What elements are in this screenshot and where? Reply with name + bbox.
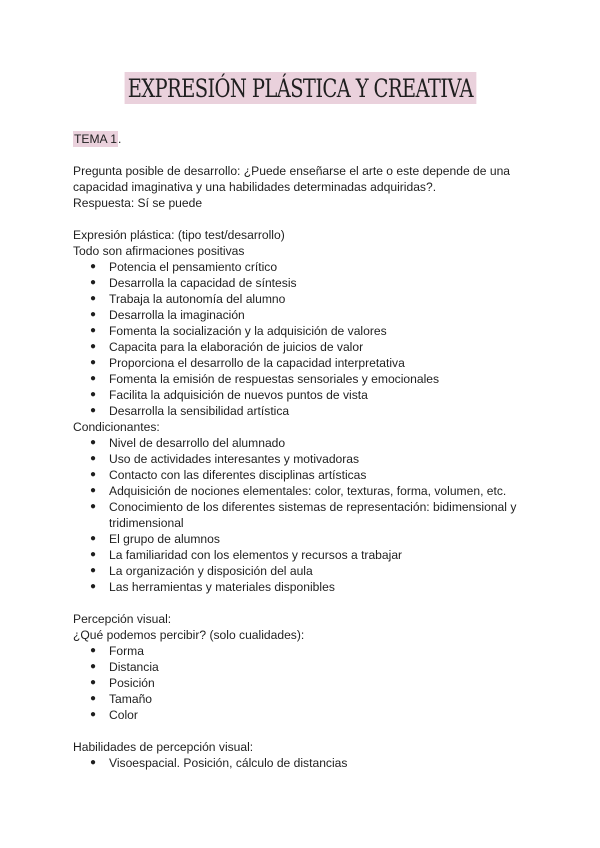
bullet-icon: ● — [90, 373, 97, 384]
list-item — [73, 275, 533, 291]
list-item-text: Desarrolla la capacidad de síntesis — [109, 276, 297, 290]
list-item-text: Capacita para la elaboración de juicios de valor — [109, 340, 364, 354]
list-item-text: Visoespacial. Posición, cálculo de distancias — [109, 756, 348, 770]
bullet-icon: ● — [90, 533, 97, 544]
cualidades-list — [73, 643, 533, 723]
list-item — [73, 579, 533, 595]
condicionantes-list — [73, 435, 533, 595]
list-item — [73, 531, 533, 547]
spacer — [73, 595, 533, 611]
list-item-text: La organización y disposición del aula — [109, 564, 313, 578]
list-item-text: Fomenta la emisión de respuestas sensoriales y emocionales — [109, 372, 440, 386]
list-item-text: Desarrolla la imaginación — [109, 308, 245, 322]
list-item-text: Proporciona el desarrollo de la capacidad interpretativa — [109, 356, 405, 370]
bullet-icon: ● — [90, 325, 97, 336]
pregunta-line-2: capacidad imaginativa y una habilidades determinadas adquiridas?. — [73, 180, 437, 194]
bullet-icon: ● — [90, 277, 97, 288]
list-item-text: Facilita la adquisición de nuevos puntos de vista — [109, 388, 368, 402]
list-item — [73, 355, 533, 371]
bullet-icon: ● — [90, 757, 97, 768]
condicionantes-heading: Condicionantes: — [73, 420, 160, 434]
title-container — [0, 72, 600, 104]
bullet-icon: ● — [90, 485, 97, 496]
list-item — [73, 483, 533, 499]
list-item — [73, 643, 533, 659]
respuesta-line: Respuesta: Sí se puede — [73, 196, 203, 210]
document-body — [73, 131, 533, 771]
list-item — [73, 403, 533, 419]
list-item — [73, 467, 533, 483]
list-item — [73, 499, 533, 531]
list-item — [73, 547, 533, 563]
list-item-text: Forma — [109, 644, 144, 658]
bullet-icon: ● — [90, 453, 97, 464]
tema-line — [73, 131, 533, 147]
habilidades-heading: Habilidades de percepción visual: — [73, 740, 254, 754]
list-item-text: Desarrolla la sensibilidad artística — [109, 404, 290, 418]
list-item-text-continuation: tridimensional — [109, 516, 184, 530]
list-item-text: Nivel de desarrollo del alumnado — [109, 436, 286, 450]
list-item — [73, 755, 533, 771]
expresion-heading: Expresión plástica: (tipo test/desarrollo) — [73, 228, 285, 242]
list-item-text: La familiaridad con los elementos y recursos a trabajar — [109, 548, 403, 562]
bullet-icon: ● — [90, 293, 97, 304]
tema-label: TEMA 1 — [74, 132, 118, 146]
list-item-text: Conocimiento de los diferentes sistemas de representación: bidimensional y — [109, 500, 517, 514]
bullet-icon: ● — [90, 709, 97, 720]
list-item — [73, 291, 533, 307]
bullet-icon: ● — [90, 501, 97, 512]
list-item-text: Posición — [109, 676, 155, 690]
bullet-icon: ● — [90, 549, 97, 560]
habilidades-list — [73, 755, 533, 771]
bullet-icon: ● — [90, 677, 97, 688]
list-item — [73, 259, 533, 275]
list-item-text: Uso de actividades interesantes y motivadoras — [109, 452, 360, 466]
afirmaciones-list — [73, 259, 533, 419]
pregunta-line-1: Pregunta posible de desarrollo: ¿Puede enseñarse el arte o este depende de una — [73, 164, 511, 178]
bullet-icon: ● — [90, 357, 97, 368]
list-item — [73, 563, 533, 579]
document-title: EXPRESIÓN PLÁSTICA Y CREATIVA — [124, 72, 476, 104]
list-item-text: Trabaja la autonomía del alumno — [109, 292, 286, 306]
list-item-text: Fomenta la socialización y la adquisición de valores — [109, 324, 387, 338]
list-item — [73, 435, 533, 451]
bullet-icon: ● — [90, 581, 97, 592]
list-item — [73, 307, 533, 323]
bullet-icon: ● — [90, 341, 97, 352]
list-item — [73, 371, 533, 387]
spacer — [73, 723, 533, 739]
spacer — [73, 147, 533, 163]
list-item — [73, 707, 533, 723]
list-item-text: Distancia — [109, 660, 159, 674]
list-item — [73, 659, 533, 675]
list-item — [73, 691, 533, 707]
list-item — [73, 387, 533, 403]
list-item-text: Color — [109, 708, 138, 722]
list-item-text: Las herramientas y materiales disponibles — [109, 580, 335, 594]
spacer — [73, 211, 533, 227]
percibir-heading: ¿Qué podemos percibir? (solo cualidades): — [73, 628, 305, 642]
list-item — [73, 675, 533, 691]
list-item — [73, 451, 533, 467]
list-item — [73, 339, 533, 355]
list-item-text: Tamaño — [109, 692, 153, 706]
bullet-icon: ● — [90, 645, 97, 656]
list-item — [73, 323, 533, 339]
list-item-text: Contacto con las diferentes disciplinas artísticas — [109, 468, 367, 482]
bullet-icon: ● — [90, 261, 97, 272]
list-item-text: Potencia el pensamiento crítico — [109, 260, 278, 274]
list-item-text: Adquisición de nociones elementales: color, texturas, forma, volumen, etc. — [109, 484, 507, 498]
bullet-icon: ● — [90, 565, 97, 576]
list-item-text: El grupo de alumnos — [109, 532, 220, 546]
bullet-icon: ● — [90, 405, 97, 416]
bullet-icon: ● — [90, 389, 97, 400]
bullet-icon: ● — [90, 693, 97, 704]
afirmaciones-heading: Todo son afirmaciones positivas — [73, 244, 245, 258]
tema-dot: . — [118, 132, 122, 146]
bullet-icon: ● — [90, 469, 97, 480]
bullet-icon: ● — [90, 309, 97, 320]
percepcion-heading: Percepción visual: — [73, 612, 172, 626]
bullet-icon: ● — [90, 661, 97, 672]
bullet-icon: ● — [90, 437, 97, 448]
